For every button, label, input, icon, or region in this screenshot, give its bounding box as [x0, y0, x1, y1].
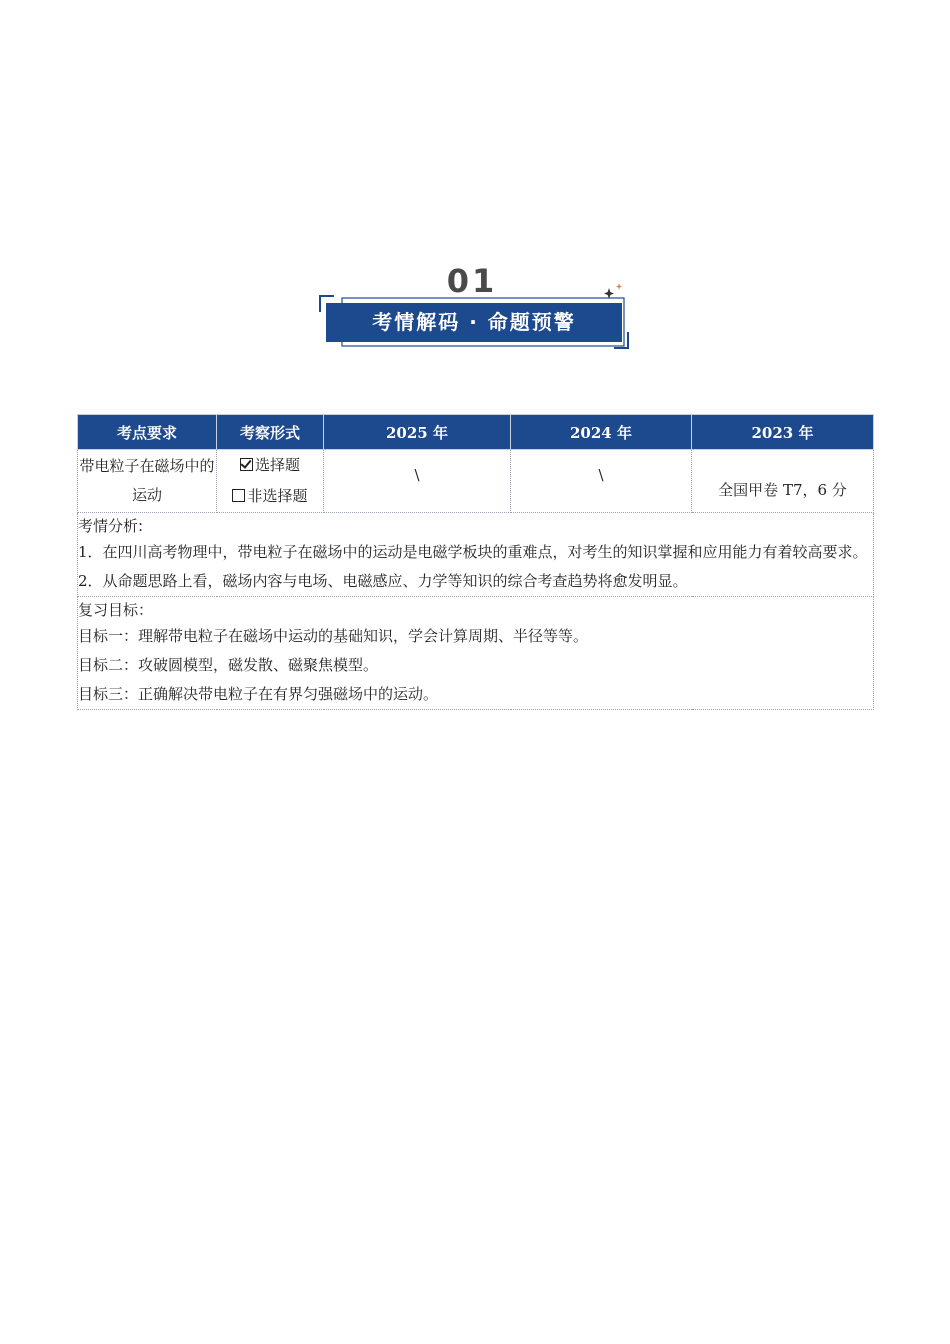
analysis-cell — [78, 513, 874, 597]
form-option-label: 非选择题 — [247, 487, 308, 505]
analysis-point: 2．从命题思路上看，磁场内容与电场、电磁感应、力学等知识的综合考查趋势将愈发明显。 — [78, 572, 688, 590]
form-option-label: 选择题 — [254, 456, 300, 474]
header-year-2023: 2023 年 — [692, 415, 874, 450]
year-2024-cell: \ — [511, 450, 692, 513]
table-header-row — [78, 415, 874, 450]
goal-item: 目标三：正确解决带电粒子在有界匀强磁场中的运动。 — [78, 685, 439, 703]
form-option-choice — [217, 450, 323, 481]
exam-info-table — [77, 414, 874, 710]
goal-item: 目标一：理解带电粒子在磁场中运动的基础知识，学会计算周期、半径等等。 — [78, 627, 589, 645]
section-number: 01 — [446, 262, 498, 300]
goals-cell — [78, 597, 874, 710]
checked-box-icon — [240, 458, 253, 471]
header-year-2024: 2024 年 — [511, 415, 692, 450]
form-option-non-choice — [217, 481, 323, 512]
goals-heading: 复习目标： — [78, 601, 154, 619]
unchecked-box-icon — [232, 489, 245, 502]
header-topic: 考点要求 — [78, 415, 217, 450]
analysis-point: 1．在四川高考物理中，带电粒子在磁场中的运动是电磁学板块的重难点，对考生的知识掌握和应用能力有着较高要求。 — [78, 543, 868, 561]
analysis-heading: 考情分析: — [78, 517, 144, 535]
analysis-row — [78, 513, 874, 597]
header-form: 考察形式 — [217, 415, 324, 450]
header-year-2025: 2025 年 — [324, 415, 511, 450]
topic-cell: 带电粒子在磁场中的运动 — [78, 450, 217, 513]
section-title: 考情解码 · 命题预警 — [326, 303, 622, 342]
year-2025-cell: \ — [324, 450, 511, 513]
sparkle-icon — [602, 282, 626, 300]
table-row — [78, 450, 874, 513]
goal-item: 目标二：攻破圆模型，磁发散、磁聚焦模型。 — [78, 656, 379, 674]
goals-row — [78, 597, 874, 710]
section-badge — [312, 262, 642, 362]
form-cell — [217, 450, 324, 513]
year-2023-cell: 全国甲卷 T7，6 分 — [692, 450, 874, 513]
